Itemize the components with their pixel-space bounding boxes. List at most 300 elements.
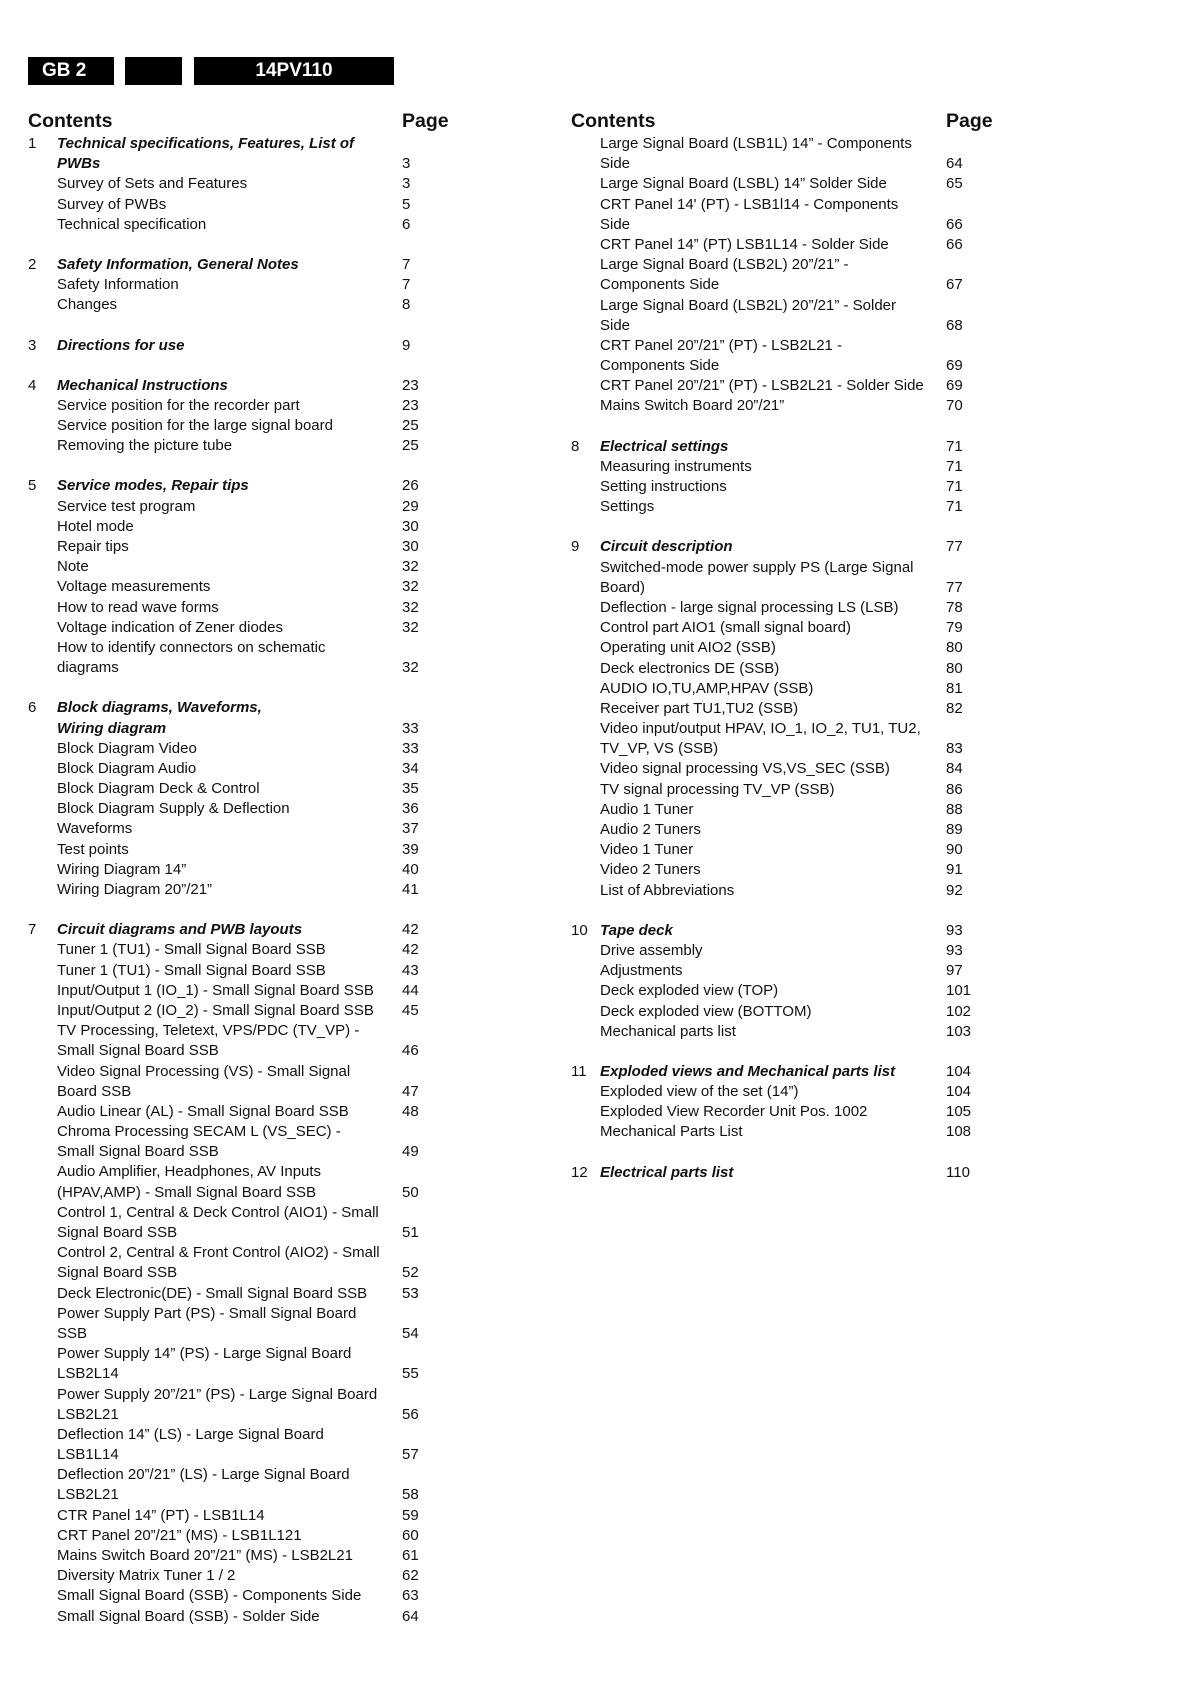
- page-number: 101: [946, 982, 972, 1000]
- entry-text: diagrams: [57, 659, 119, 677]
- toc-section-title[interactable]: [571, 1163, 981, 1183]
- page-number: 71: [946, 498, 963, 516]
- entry-text: Test points: [57, 840, 129, 858]
- toc-entry[interactable]: [571, 981, 981, 1001]
- toc-entry[interactable]: [571, 699, 981, 719]
- toc-entry[interactable]: [571, 759, 981, 779]
- toc-entry[interactable]: [28, 537, 428, 557]
- entry-text: (HPAV,AMP) - Small Signal Board SSB: [57, 1183, 316, 1201]
- toc-entry[interactable]: [571, 679, 981, 699]
- page-number: 33: [402, 739, 419, 757]
- entry-text: TV Processing, Teletext, VPS/PDC (TV_VP) -: [57, 1022, 360, 1040]
- toc-entry[interactable]: [571, 396, 981, 416]
- entry-text: CRT Panel 20”/21” (PT) - LSB2L21 -: [600, 336, 843, 354]
- page-number: 44: [402, 981, 419, 999]
- toc-entry[interactable]: [28, 1385, 428, 1405]
- entry-text: Waveforms: [57, 820, 133, 838]
- page-number: 8: [402, 296, 411, 314]
- page-number: 32: [402, 558, 419, 576]
- toc-section: [571, 134, 981, 417]
- entry-text: Mechanical parts list: [600, 1022, 736, 1040]
- entry-text: Receiver part TU1,TU2 (SSB): [600, 699, 799, 717]
- entry-text: Repair tips: [57, 538, 129, 555]
- page-number: 108: [946, 1123, 972, 1141]
- entry-text: Tuner 1 (TU1) - Small Signal Board SSB: [57, 941, 326, 959]
- page-number: 93: [946, 921, 963, 939]
- toc-section-title[interactable]: [571, 921, 981, 941]
- entry-text: Voltage measurements: [57, 578, 211, 596]
- section-number: 1: [28, 135, 37, 152]
- entry-text: Large Signal Board (LSBL) 14” Solder Side: [600, 175, 887, 193]
- page-number: 41: [402, 881, 419, 898]
- toc-entry[interactable]: [571, 235, 981, 255]
- page-number: 104: [946, 1083, 972, 1101]
- toc-entry[interactable]: [28, 1223, 428, 1243]
- entry-text: LSB2L14: [57, 1365, 119, 1383]
- toc-entry[interactable]: [571, 1082, 981, 1102]
- toc-entry[interactable]: [28, 739, 428, 759]
- entry-text: PWBs: [57, 155, 101, 173]
- toc-entry[interactable]: [28, 1062, 428, 1082]
- page-number: 45: [402, 1001, 419, 1019]
- entry-text: Small Signal Board SSB: [57, 1143, 219, 1161]
- toc-entry[interactable]: [28, 1102, 428, 1122]
- contents-header: [571, 108, 993, 134]
- page-number: 65: [946, 175, 963, 193]
- entry-text: Mechanical Parts List: [600, 1123, 743, 1141]
- entry-text: Audio 1 Tuner: [600, 800, 694, 818]
- toc-entry[interactable]: [571, 134, 981, 154]
- entry-text: Video 1 Tuner: [600, 841, 694, 859]
- page-number: 102: [946, 1002, 972, 1020]
- page-number: 91: [946, 861, 963, 879]
- entry-text: Signal Board SSB: [57, 1224, 178, 1241]
- page-number: 68: [946, 316, 963, 334]
- page-number: 42: [402, 941, 419, 959]
- page-number: 71: [946, 457, 963, 475]
- entry-text: Side: [600, 215, 631, 233]
- page-number: 61: [402, 1547, 419, 1564]
- entry-text: Video 2 Tuners: [600, 861, 701, 879]
- page-number: 66: [946, 235, 963, 253]
- page-number: 46: [402, 1042, 419, 1060]
- page-number: 105: [946, 1103, 972, 1121]
- entry-text: Small Signal Board SSB: [57, 1042, 219, 1060]
- toc-entry[interactable]: [28, 1122, 428, 1142]
- section-number: 5: [28, 477, 37, 495]
- toc-section-title[interactable]: [28, 719, 428, 739]
- entry-text: Control 1, Central & Deck Control (AIO1) - Small: [57, 1203, 379, 1221]
- toc-entry[interactable]: [28, 436, 428, 456]
- section-number: 10: [571, 921, 588, 939]
- entry-text: Setting instructions: [600, 478, 727, 495]
- toc-entry[interactable]: [571, 477, 981, 497]
- page-number: 35: [402, 780, 419, 798]
- page-heading: Page: [946, 110, 993, 132]
- entry-text: Note: [57, 558, 89, 576]
- toc-entry[interactable]: [28, 1162, 428, 1182]
- toc-section: [571, 921, 981, 1042]
- page-number: 86: [946, 780, 963, 798]
- page-number: 43: [402, 961, 419, 979]
- toc-entry[interactable]: [571, 356, 981, 376]
- toc-entry[interactable]: [28, 497, 428, 517]
- entry-text: Side: [600, 316, 631, 334]
- page-number: 63: [402, 1587, 419, 1605]
- toc-entry[interactable]: [28, 840, 428, 860]
- entry-text: Large Signal Board (LSB1L) 14” - Components: [600, 135, 912, 152]
- toc-entry[interactable]: [28, 1607, 428, 1627]
- entry-text: Wiring Diagram 20”/21”: [57, 881, 213, 898]
- page-number: 25: [402, 437, 419, 455]
- toc-entry[interactable]: [28, 1344, 428, 1364]
- toc-entry[interactable]: [571, 1002, 981, 1022]
- entry-text: Changes: [57, 296, 118, 314]
- toc-entry[interactable]: [28, 396, 428, 416]
- entry-text: List of Abbreviations: [600, 881, 735, 899]
- entry-text: Block diagrams, Waveforms,: [57, 699, 262, 717]
- entry-text: Safety Information, General Notes: [57, 255, 299, 273]
- toc-entry[interactable]: [571, 800, 981, 820]
- entry-text: Block Diagram Supply & Deflection: [57, 800, 290, 818]
- entry-text: Survey of Sets and Features: [57, 175, 248, 193]
- toc-entry[interactable]: [571, 578, 981, 598]
- page-number: 25: [402, 417, 419, 435]
- toc-entry[interactable]: [571, 558, 981, 578]
- toc-entry[interactable]: [28, 860, 428, 880]
- page-number: 97: [946, 962, 963, 980]
- page-number: 77: [946, 578, 963, 596]
- toc-entry[interactable]: [28, 981, 428, 1001]
- toc-section-title[interactable]: [28, 376, 428, 396]
- toc-entry[interactable]: [571, 659, 981, 679]
- toc-entry[interactable]: [28, 1142, 428, 1162]
- toc-entry[interactable]: [28, 658, 428, 678]
- toc-section-title[interactable]: [571, 1062, 981, 1082]
- toc-entry[interactable]: [28, 416, 428, 436]
- page-number: 59: [402, 1506, 419, 1524]
- toc-entry[interactable]: [28, 557, 428, 577]
- toc-entry[interactable]: [28, 819, 428, 839]
- contents-header: [28, 108, 449, 134]
- toc-section-title[interactable]: [28, 255, 428, 275]
- toc-entry[interactable]: [28, 1465, 428, 1485]
- entry-text: Block Diagram Deck & Control: [57, 780, 260, 798]
- entry-text: Exploded views and Mechanical parts list: [600, 1062, 896, 1080]
- toc-entry[interactable]: [571, 255, 981, 275]
- page-number: 67: [946, 276, 963, 294]
- page-number: 56: [402, 1405, 419, 1423]
- entry-text: Signal Board SSB: [57, 1264, 178, 1282]
- section-number: 7: [28, 921, 37, 939]
- toc-entry[interactable]: [571, 154, 981, 174]
- page-number: 7: [402, 276, 411, 294]
- entry-text: Audio 2 Tuners: [600, 821, 701, 838]
- toc-entry[interactable]: [28, 1001, 428, 1021]
- toc-entry[interactable]: [28, 1586, 428, 1606]
- entry-text: Deflection 20”/21” (LS) - Large Signal Board: [57, 1466, 350, 1484]
- page-number: 55: [402, 1365, 419, 1383]
- page-number: 70: [946, 397, 963, 415]
- page-number: 53: [402, 1284, 419, 1302]
- toc-entry[interactable]: [571, 336, 981, 356]
- toc-entry[interactable]: [571, 739, 981, 759]
- entry-text: Switched-mode power supply PS (Large Signal: [600, 558, 914, 576]
- toc-entry[interactable]: [28, 1526, 428, 1546]
- page-number: 93: [946, 941, 963, 959]
- entry-text: Large Signal Board (LSB2L) 20”/21” - Solder: [600, 296, 897, 314]
- entry-text: AUDIO IO,TU,AMP,HPAV (SSB): [600, 679, 814, 697]
- entry-text: Input/Output 2 (IO_2) - Small Signal Board SSB: [57, 1001, 374, 1019]
- entry-text: Adjustments: [600, 962, 683, 980]
- page-heading: Page: [402, 110, 449, 132]
- toc-entry[interactable]: [28, 1566, 428, 1586]
- page-number: 92: [946, 881, 963, 899]
- toc-section: [28, 336, 428, 356]
- entry-text: Components Side: [600, 276, 720, 294]
- toc-entry[interactable]: [28, 759, 428, 779]
- toc-entry[interactable]: [28, 174, 428, 194]
- page-number: 40: [402, 860, 419, 878]
- section-number: 2: [28, 255, 37, 273]
- toc-entry[interactable]: [28, 1324, 428, 1344]
- entry-text: Block Diagram Video: [57, 739, 197, 757]
- page-number: 88: [946, 800, 963, 818]
- toc-entry[interactable]: [571, 497, 981, 517]
- entry-text: Wiring diagram: [57, 719, 167, 737]
- page-number: 84: [946, 760, 963, 778]
- entry-text: CTR Panel 14” (PT) - LSB1L14: [57, 1506, 265, 1524]
- entry-text: Block Diagram Audio: [57, 759, 197, 777]
- toc-entry[interactable]: [28, 1425, 428, 1445]
- toc-entry[interactable]: [571, 1122, 981, 1142]
- entry-text: Audio Amplifier, Headphones, AV Inputs: [57, 1163, 322, 1181]
- toc-entry[interactable]: [28, 1284, 428, 1304]
- entry-text: LSB2L21: [57, 1405, 119, 1423]
- toc-sections: [28, 134, 428, 1627]
- page-number: 50: [402, 1183, 419, 1201]
- section-number: 3: [28, 336, 37, 354]
- page-number: 39: [402, 840, 419, 858]
- toc-entry[interactable]: [28, 1021, 428, 1041]
- page-number: 79: [946, 619, 963, 637]
- toc-entry[interactable]: [28, 215, 428, 235]
- toc-section: [28, 476, 428, 678]
- toc-section-title[interactable]: [28, 336, 428, 356]
- page-number: 49: [402, 1143, 419, 1161]
- entry-text: LSB1L14: [57, 1446, 119, 1464]
- toc-entry[interactable]: [571, 941, 981, 961]
- toc-section: [571, 537, 981, 900]
- entry-text: Deck Electronic(DE) - Small Signal Board SSB: [57, 1284, 368, 1302]
- toc-entry[interactable]: [571, 961, 981, 981]
- entry-text: Power Supply 14” (PS) - Large Signal Board: [57, 1345, 352, 1363]
- page-number: 82: [946, 699, 963, 717]
- entry-text: Deflection 14” (LS) - Large Signal Board: [57, 1425, 324, 1443]
- entry-text: Service test program: [57, 497, 196, 515]
- entry-text: TV signal processing TV_VP (SSB): [600, 780, 835, 798]
- entry-text: Power Supply 20”/21” (PS) - Large Signal Board: [57, 1385, 378, 1403]
- page-number: 32: [402, 618, 419, 636]
- page-number: 36: [402, 800, 419, 818]
- toc-entry[interactable]: [28, 618, 428, 638]
- section-tag: GB 2: [28, 57, 114, 85]
- page-number: 90: [946, 841, 963, 859]
- entry-text: Safety Information: [57, 276, 179, 294]
- page-number: 57: [402, 1446, 419, 1464]
- toc-entry[interactable]: [28, 638, 428, 658]
- entry-text: TV_VP, VS (SSB): [600, 740, 719, 758]
- toc-entry[interactable]: [571, 840, 981, 860]
- page-number: 66: [946, 215, 963, 233]
- page-number: 103: [946, 1022, 972, 1040]
- toc-section-title[interactable]: [28, 920, 428, 940]
- toc-entry[interactable]: [571, 195, 981, 215]
- page-number: 80: [946, 639, 963, 657]
- toc-entry[interactable]: [571, 316, 981, 336]
- page-number: 32: [402, 659, 419, 677]
- toc-entry[interactable]: [28, 940, 428, 960]
- section-number: 9: [571, 538, 580, 556]
- toc-section: [571, 1163, 981, 1183]
- toc-entry[interactable]: [571, 174, 981, 194]
- entry-text: Video input/output HPAV, IO_1, IO_2, TU1, TU2,: [600, 720, 921, 738]
- entry-text: Drive assembly: [600, 941, 703, 959]
- toc-entry[interactable]: [28, 1506, 428, 1526]
- toc-entry[interactable]: [28, 1082, 428, 1102]
- entry-text: Hotel mode: [57, 517, 134, 535]
- toc-entry[interactable]: [28, 1405, 428, 1425]
- toc-entry[interactable]: [28, 799, 428, 819]
- toc-entry[interactable]: [571, 598, 981, 618]
- toc-entry[interactable]: [571, 215, 981, 235]
- entry-text: Mains Switch Board 20”/21”: [600, 397, 785, 415]
- toc-entry[interactable]: [28, 1263, 428, 1283]
- page-number: 104: [946, 1062, 972, 1080]
- toc-entry[interactable]: [28, 195, 428, 215]
- toc-entry[interactable]: [28, 1485, 428, 1505]
- toc-entry[interactable]: [28, 1041, 428, 1061]
- toc-section-title[interactable]: [28, 698, 428, 718]
- entry-text: Voltage indication of Zener diodes: [57, 618, 283, 636]
- page-number: 58: [402, 1486, 419, 1504]
- toc-entry[interactable]: [28, 275, 428, 295]
- toc-entry[interactable]: [571, 618, 981, 638]
- toc-entry[interactable]: [28, 1445, 428, 1465]
- entry-text: Exploded view of the set (14”): [600, 1083, 799, 1101]
- entry-text: Side: [600, 155, 631, 173]
- page-number: 6: [402, 215, 411, 233]
- toc-entry[interactable]: [28, 295, 428, 315]
- toc-entry[interactable]: [571, 457, 981, 477]
- entry-text: Circuit diagrams and PWB layouts: [57, 921, 303, 939]
- page-number: 30: [402, 538, 419, 555]
- entry-text: Input/Output 1 (IO_1) - Small Signal Board SSB: [57, 981, 374, 999]
- toc-entry[interactable]: [28, 1243, 428, 1263]
- toc-entry[interactable]: [571, 275, 981, 295]
- toc-entry[interactable]: [571, 860, 981, 880]
- toc-entry[interactable]: [28, 1183, 428, 1203]
- entry-text: Large Signal Board (LSB2L) 20”/21” -: [600, 256, 849, 274]
- toc-section-title[interactable]: [28, 476, 428, 496]
- page-number: 26: [402, 477, 419, 495]
- toc-entry[interactable]: [28, 1364, 428, 1384]
- page-number: 37: [402, 820, 419, 838]
- toc-entry[interactable]: [28, 880, 428, 900]
- page-number: 48: [402, 1102, 419, 1120]
- entry-text: CRT Panel 20”/21” (PT) - LSB2L21 - Solder Side: [600, 377, 924, 395]
- toc-entry[interactable]: [571, 719, 981, 739]
- page-number: 81: [946, 679, 963, 697]
- entry-text: Mains Switch Board 20”/21” (MS) - LSB2L21: [57, 1547, 353, 1564]
- toc-section-title[interactable]: [28, 154, 428, 174]
- page-number: 47: [402, 1082, 419, 1100]
- page-number: 69: [946, 357, 963, 375]
- toc-entry[interactable]: [571, 638, 981, 658]
- page-number: 89: [946, 821, 963, 838]
- toc-entry[interactable]: [571, 1102, 981, 1122]
- entry-text: Components Side: [600, 357, 720, 375]
- toc-entry[interactable]: [571, 296, 981, 316]
- entry-text: CRT Panel 20”/21” (MS) - LSB1L121: [57, 1526, 302, 1544]
- toc-entry[interactable]: [571, 820, 981, 840]
- page-number: 77: [946, 538, 963, 556]
- entry-text: Wiring Diagram 14”: [57, 860, 187, 878]
- entry-text: Chroma Processing SECAM L (VS_SEC) -: [57, 1123, 341, 1141]
- entry-text: Technical specifications, Features, List of: [57, 135, 355, 152]
- entry-text: Survey of PWBs: [57, 195, 167, 213]
- toc-section-title[interactable]: [571, 437, 981, 457]
- entry-text: Mechanical Instructions: [57, 376, 228, 394]
- section-number: 4: [28, 376, 37, 394]
- toc-section: [28, 698, 428, 900]
- entry-text: LSB2L21: [57, 1486, 119, 1504]
- entry-text: Service position for the large signal board: [57, 417, 333, 435]
- page-number: 78: [946, 598, 963, 616]
- toc-section-title[interactable]: [571, 537, 981, 557]
- toc-entry[interactable]: [28, 1203, 428, 1223]
- toc-entry[interactable]: [571, 376, 981, 396]
- entry-text: SSB: [57, 1324, 88, 1342]
- toc-entry[interactable]: [28, 779, 428, 799]
- page-number: 52: [402, 1264, 419, 1282]
- page-number: 7: [402, 255, 411, 273]
- toc-entry[interactable]: [28, 517, 428, 537]
- toc-section: [571, 1062, 981, 1143]
- page-number: 69: [946, 377, 963, 395]
- toc-section-title[interactable]: [28, 134, 428, 154]
- toc-entry[interactable]: [571, 1022, 981, 1042]
- page-number: 23: [402, 376, 419, 394]
- section-number: 8: [571, 437, 580, 455]
- toc-entry[interactable]: [28, 1546, 428, 1566]
- entry-text: Service position for the recorder part: [57, 396, 300, 414]
- contents-column-right: [571, 108, 993, 1203]
- toc-entry[interactable]: [28, 1304, 428, 1324]
- toc-entry[interactable]: [28, 961, 428, 981]
- entry-text: Video Signal Processing (VS) - Small Signal: [57, 1062, 351, 1080]
- page-number: 51: [402, 1224, 419, 1241]
- page-number: 9: [402, 336, 411, 354]
- page-number: 5: [402, 195, 411, 213]
- toc-section: [28, 134, 428, 235]
- toc-entry[interactable]: [28, 577, 428, 597]
- toc-entry[interactable]: [571, 881, 981, 901]
- entry-text: Small Signal Board (SSB) - Solder Side: [57, 1607, 320, 1625]
- entry-text: Diversity Matrix Tuner 1 / 2: [57, 1567, 236, 1585]
- toc-entry[interactable]: [571, 780, 981, 800]
- toc-entry[interactable]: [28, 598, 428, 618]
